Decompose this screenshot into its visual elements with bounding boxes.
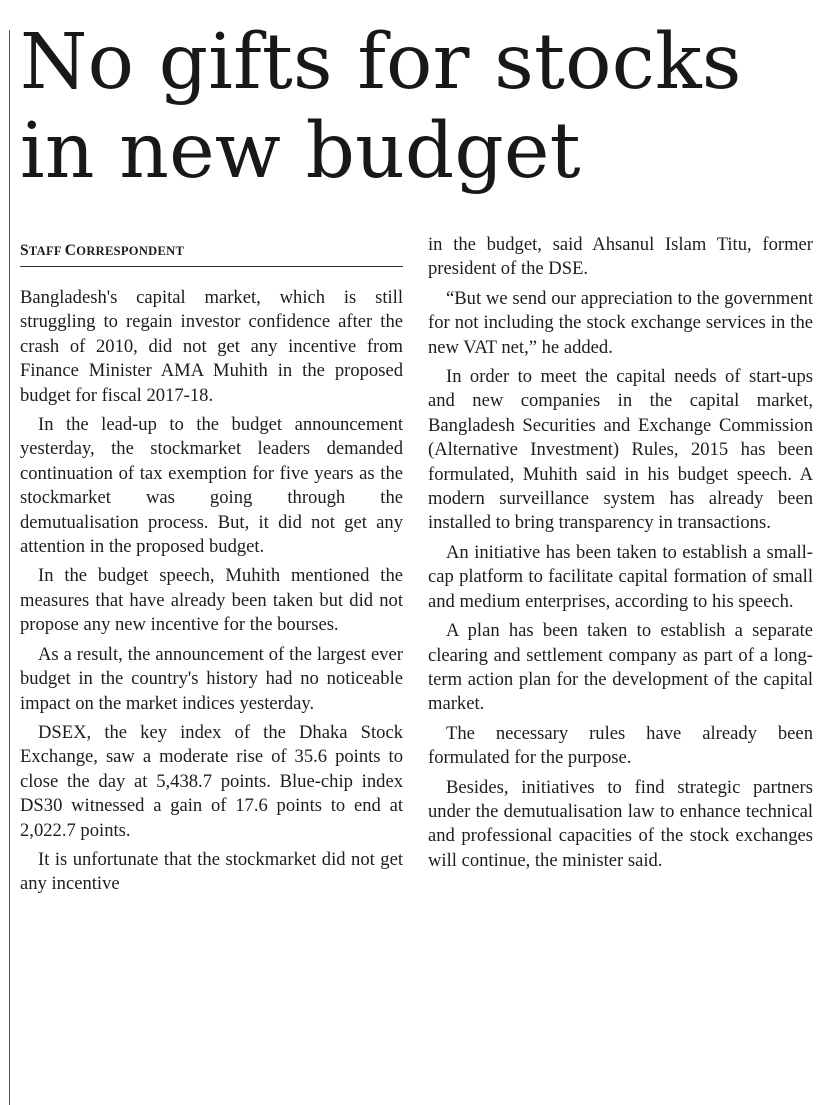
paragraph: A plan has been taken to establish a separate clearing and settlement company as part of a long-term action plan for the development of the capital market. — [428, 620, 813, 715]
paragraph: The necessary rules have already been formulated for the purpose. — [428, 722, 813, 769]
paragraph: in the budget, said Ahsanul Islam Titu, former president of the DSE. — [428, 234, 813, 280]
headline-line-2: in new budget — [20, 107, 581, 196]
paragraph: In the budget speech, Muhith mentioned the measures that have already been taken but did not propose any new incentive for the bourses. — [20, 565, 403, 636]
byline-initial-1: S — [20, 242, 29, 259]
column-rule — [9, 30, 10, 1105]
byline — [20, 242, 403, 267]
paragraph: In the lead-up to the budget announcement yesterday, the stockmarket leaders demanded continuation of tax exemption for five years as the stockmarket was going through the demutualisation process. But, it did not get any attention in the proposed budget. — [20, 414, 403, 558]
paragraph: In order to meet the capital needs of start-ups and new companies in the capital market, Bangladesh Securities and Exchange Commission (Alternative Investment) Rules, 2015 has been formulated, Muhith said in his budget speech. A modern surveillance system has already been installed to bring transparency in transactions. — [428, 366, 813, 534]
byline-smallcaps-2: ORRESPONDENT — [76, 244, 185, 258]
paragraph: DSEX, the key index of the Dhaka Stock Exchange, saw a moderate rise of 35.6 points to close the day at 5,438.7 points. Blue-chip index DS30 witnessed a gain of 17.6 points to end at 2,022.7 points. — [20, 721, 403, 841]
article-column-left — [20, 286, 403, 902]
paragraph: It is unfortunate that the stockmarket did not get any incentive — [20, 848, 403, 895]
paragraph: “But we send our appreciation to the government for not including the stock exchange services in the new VAT net,” he added. — [428, 287, 813, 358]
paragraph: Bangladesh's capital market, which is still struggling to regain investor confidence after the crash of 2010, did not get any incentive from Finance Minister AMA Muhith in the proposed budget for fiscal 2017-18. — [20, 287, 403, 406]
headline — [20, 18, 825, 196]
paragraph: As a result, the announcement of the largest ever budget in the country's history had no noticeable impact on the market indices yesterday. — [20, 643, 403, 714]
byline-smallcaps-1: TAFF — [28, 244, 65, 258]
headline-line-1: No gifts for stocks — [20, 18, 742, 107]
article-column-right — [428, 233, 813, 878]
paragraph: Besides, initiatives to find strategic partners under the demutualisation law to enhance technical and professional capacities of the stock exchanges will continue, the minister said. — [428, 776, 813, 871]
paragraph: An initiative has been taken to establish a small-cap platform to facilitate capital formation of small and medium enterprises, according to his speech. — [428, 541, 813, 612]
byline-initial-2: C — [64, 242, 77, 259]
